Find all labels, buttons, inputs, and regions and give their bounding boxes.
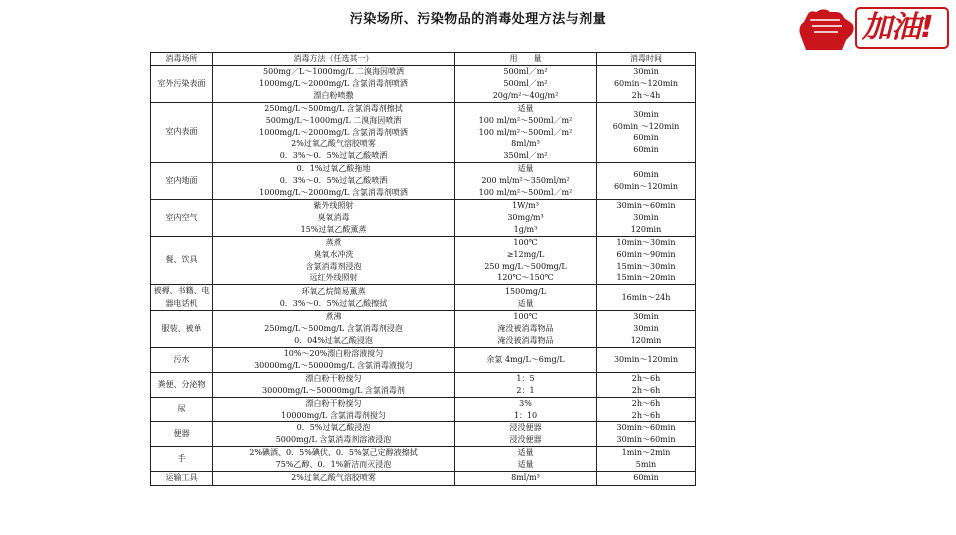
- cell-method: [213, 163, 455, 200]
- cell-method-line: 0．04%过氧乙酸浸泡: [294, 336, 373, 346]
- cell-place: 运输工具: [151, 472, 213, 486]
- cell-time-line: 30min～60min: [616, 423, 676, 433]
- table-row: [151, 285, 696, 311]
- cell-time: [597, 397, 696, 422]
- cell-time-line: 2h～6h: [631, 373, 661, 383]
- cell-method-line: 1000mg/L～2000mg/L 含氯消毒剂喷洒: [259, 127, 408, 137]
- cell-time-line: 60min: [633, 133, 659, 143]
- cell-method: [213, 285, 455, 311]
- cell-method-line: 5000mg/L 含氯消毒剂溶液浸泡: [275, 435, 392, 445]
- cell-method-line: 30000mg/L～50000mg/L 含氯消毒剂: [262, 385, 405, 395]
- cell-time: [597, 311, 696, 348]
- cell-time-line: 120min: [630, 224, 662, 234]
- header-time: 消毒时间: [597, 53, 696, 66]
- cell-method-line: 2%碘酒、0．5%碘伏、0．5%氯己定醇液擦拭: [249, 448, 418, 458]
- cell-method: [213, 348, 455, 373]
- cell-amount-line: 3%: [519, 398, 532, 408]
- cell-method-line: 2%过氧乙酸气溶胶喷雾: [291, 139, 376, 149]
- cell-method-line: 500mg／L～1000mg/L 二溴海因喷洒: [263, 67, 404, 76]
- cell-time-line: 30min: [633, 67, 659, 76]
- cell-time-line: 10min～30min: [616, 237, 676, 247]
- cell-amount-line: 淹没被消毒物品: [497, 336, 554, 346]
- cell-method: [213, 397, 455, 422]
- cell-amount-line: 浸没便器: [509, 423, 542, 433]
- cell-method-line: 15%过氧乙酸薰蒸: [300, 224, 367, 234]
- cell-place: 尿: [151, 397, 213, 422]
- table-row: [151, 236, 696, 285]
- cell-time-line: 2h～6h: [631, 410, 661, 420]
- cell-method: [213, 422, 455, 447]
- cell-method-line: 0．3%～0．5%过氧乙酸擦拭: [279, 298, 388, 308]
- table-row: [151, 102, 696, 163]
- cell-amount-line: 100 ml/m²～500ml／m²: [478, 127, 573, 137]
- cell-amount: [455, 199, 597, 236]
- cell-time-line: 60min～120min: [613, 182, 679, 192]
- cell-amount: [455, 472, 597, 486]
- cell-method: [213, 447, 455, 472]
- cell-amount-line: 8ml/m³: [511, 139, 540, 149]
- cell-amount: [455, 447, 597, 472]
- cell-method-line: 煮沸: [325, 312, 342, 322]
- cell-amount: [455, 397, 597, 422]
- cell-amount-line: 250 mg/L～500mg/L: [484, 261, 567, 271]
- cell-amount-line: 500ml／m²: [503, 67, 548, 76]
- cell-amount: [455, 311, 597, 348]
- cell-time: [597, 447, 696, 472]
- cell-time-line: 60min: [633, 473, 659, 483]
- cell-method-line: 漂白粉干粉搅匀: [305, 398, 362, 408]
- cell-time-line: 16min～24h: [621, 292, 671, 302]
- cell-amount-line: 120℃～150℃: [497, 273, 554, 283]
- cell-method-line: 臭氧消毒: [317, 212, 350, 222]
- cell-time-line: 60min ～120min: [612, 121, 680, 131]
- cell-amount-line: 淹没被消毒物品: [497, 324, 554, 334]
- cell-amount-line: 1500mg/L: [504, 286, 547, 296]
- cell-method-line: 臭氧水冲洗: [313, 249, 354, 259]
- cell-method-line: 30000mg/L～50000mg/L 含氯消毒液搅匀: [254, 360, 413, 370]
- table-row: [151, 422, 696, 447]
- cell-time-line: 2h～6h: [631, 385, 661, 395]
- cell-method: [213, 472, 455, 486]
- table-row: [151, 311, 696, 348]
- table-row: [151, 66, 696, 103]
- cell-place: 室外污染表面: [151, 66, 213, 103]
- cell-time: [597, 199, 696, 236]
- cell-amount: [455, 348, 597, 373]
- cell-place: 手: [151, 447, 213, 472]
- table-row: [151, 372, 696, 397]
- cell-place: 服装、被单: [151, 311, 213, 348]
- cell-time: [597, 66, 696, 103]
- cell-amount-line: 350ml／m²: [503, 151, 548, 161]
- cell-time-line: 60min～120min: [613, 78, 679, 88]
- disinfection-table: [150, 52, 696, 486]
- cell-amount-line: 余氯 4mg/L～6mg/L: [486, 354, 565, 364]
- cell-time-line: 30min: [633, 324, 659, 334]
- cell-method-line: 250mg/L～500mg/L 含氯消毒剂浸泡: [264, 324, 403, 334]
- cell-place: 室内表面: [151, 102, 213, 163]
- cell-time-line: 2h～4h: [631, 90, 661, 100]
- cell-amount-line: 500ml／m²: [503, 78, 548, 88]
- table-row: [151, 472, 696, 486]
- page-title: 污染场所、污染物品的消毒处理方法与剂量: [349, 12, 607, 27]
- header-place: 消毒场所: [151, 53, 213, 66]
- cell-amount: [455, 102, 597, 163]
- cell-time-line: 60min: [633, 145, 659, 155]
- cell-time: [597, 372, 696, 397]
- cell-time-line: 30min: [633, 312, 659, 322]
- table-row: [151, 397, 696, 422]
- cell-amount: [455, 422, 597, 447]
- cell-time-line: 120min: [630, 336, 662, 346]
- cell-amount-line: 100℃: [513, 237, 538, 247]
- cell-amount-line: 适量: [517, 460, 534, 470]
- cell-method-line: 75%乙醇、0．1%新洁而灭浸泡: [275, 460, 392, 470]
- cell-amount: [455, 163, 597, 200]
- cell-amount-line: 1：10: [513, 410, 538, 420]
- cell-time-line: 60min: [633, 170, 659, 180]
- cell-amount-line: 适量: [517, 298, 534, 308]
- cell-amount-line: 100 ml/m²～500ml／m²: [478, 188, 573, 198]
- cell-amount-line: 20g/m²～40g/m²: [492, 90, 559, 100]
- cell-method-line: 1000mg/L～2000mg/L 含氯消毒剂喷洒: [259, 78, 408, 88]
- cell-method-line: 远红外线照射: [309, 273, 358, 283]
- cell-time-line: 60min～90min: [616, 249, 676, 259]
- cell-amount-line: 100 ml/m²～500ml／m²: [478, 115, 573, 125]
- cell-time-line: 2h～6h: [631, 398, 661, 408]
- cell-amount-line: 1W/m³: [512, 200, 539, 210]
- cell-method-line: 含氯消毒剂浸泡: [305, 261, 362, 271]
- cell-method-line: 0．3%～0．5%过氧乙酸喷洒: [279, 151, 388, 161]
- cell-time-line: 15min～30min: [616, 261, 676, 271]
- cell-amount: [455, 372, 597, 397]
- cell-amount-line: 2：1: [516, 385, 535, 395]
- header-amount: 用 量: [455, 53, 597, 66]
- table-row: [151, 163, 696, 200]
- cell-time-line: 5min: [635, 460, 657, 470]
- cell-time: [597, 472, 696, 486]
- cell-method: [213, 102, 455, 163]
- cell-method-line: 0．1%过氧乙酸拖地: [296, 164, 371, 174]
- badge-text: 加油!: [862, 10, 933, 45]
- cell-place: 污水: [151, 348, 213, 373]
- table-row: [151, 447, 696, 472]
- cell-place: 便器: [151, 422, 213, 447]
- cell-time-line: 1min～2min: [621, 448, 671, 458]
- cell-method-line: 漂白粉干粉搅匀: [305, 373, 362, 383]
- cell-time: [597, 285, 696, 311]
- cell-amount: [455, 285, 597, 311]
- cell-amount: [455, 66, 597, 103]
- cell-amount-line: ≥12mg/L: [506, 249, 545, 259]
- cell-amount-line: 100℃: [513, 312, 538, 322]
- cell-method-line: 0．5%过氧乙酸浸泡: [296, 423, 371, 433]
- cell-time: [597, 236, 696, 285]
- cell-amount-line: 适量: [517, 164, 534, 174]
- cell-method-line: 0．3%～0．5%过氧乙酸喷洒: [279, 176, 388, 186]
- cell-time-line: 15min～20min: [616, 273, 676, 283]
- cell-amount-line: 浸没便器: [509, 435, 542, 445]
- cell-amount-line: 30mg/m³: [507, 212, 544, 222]
- cell-method-line: 10000mg/L 含氯消毒剂搅匀: [281, 410, 386, 420]
- cell-time-line: 30min～60min: [616, 200, 676, 210]
- cell-method-line: 500mg/L～1000mg/L 二溴海因喷洒: [265, 115, 402, 125]
- cell-time: [597, 163, 696, 200]
- cell-place: 餐、饮具: [151, 236, 213, 285]
- cell-method: [213, 66, 455, 103]
- cell-method: [213, 372, 455, 397]
- cell-method-line: 蒸煮: [325, 237, 342, 247]
- cell-amount: [455, 236, 597, 285]
- cell-method-line: 紫外线照射: [313, 200, 354, 210]
- cell-place: 室内空气: [151, 199, 213, 236]
- cell-amount-line: 适量: [517, 448, 534, 458]
- table-row: [151, 199, 696, 236]
- cell-method-line: 250mg/L～500mg/L 含氯消毒剂擦拭: [264, 103, 403, 113]
- cell-method-line: 10%～20%漂白粉溶液搅匀: [283, 349, 384, 359]
- cell-amount-line: 1g/m³: [513, 224, 538, 234]
- cell-method-line: 环氧乙烷简易薰蒸: [301, 286, 366, 296]
- cell-time-line: 30min: [633, 212, 659, 222]
- cell-amount-line: 8ml/m³: [511, 473, 540, 483]
- cell-place: 室内地面: [151, 163, 213, 200]
- header-method: 消毒方法（任选其一）: [213, 53, 455, 66]
- cell-place: 粪便、分泌物: [151, 372, 213, 397]
- cell-amount-line: 200 ml/m²～350ml/m²: [481, 176, 570, 186]
- table-row: [151, 348, 696, 373]
- cell-place: 被褥、书籍、电器电话机: [151, 285, 213, 311]
- cell-method-line: 漂白粉喷撒: [313, 90, 354, 100]
- cell-method: [213, 199, 455, 236]
- cell-time-line: 30min: [633, 109, 659, 119]
- cell-time: [597, 348, 696, 373]
- raised-fist-icon: [800, 9, 854, 50]
- table-header-row: [151, 53, 696, 66]
- cell-amount-line: 适量: [517, 103, 534, 113]
- cell-amount-line: 1：5: [516, 373, 535, 383]
- cell-time: [597, 102, 696, 163]
- cell-time: [597, 422, 696, 447]
- cell-method: [213, 236, 455, 285]
- cell-time-line: 30min～120min: [613, 354, 679, 364]
- cell-method-line: 2%过氧乙酸气溶胶喷雾: [291, 473, 376, 483]
- cell-method: [213, 311, 455, 348]
- cell-method-line: 1000mg/L～2000mg/L 含氯消毒剂喷洒: [259, 188, 408, 198]
- cell-time-line: 30min～60min: [616, 435, 676, 445]
